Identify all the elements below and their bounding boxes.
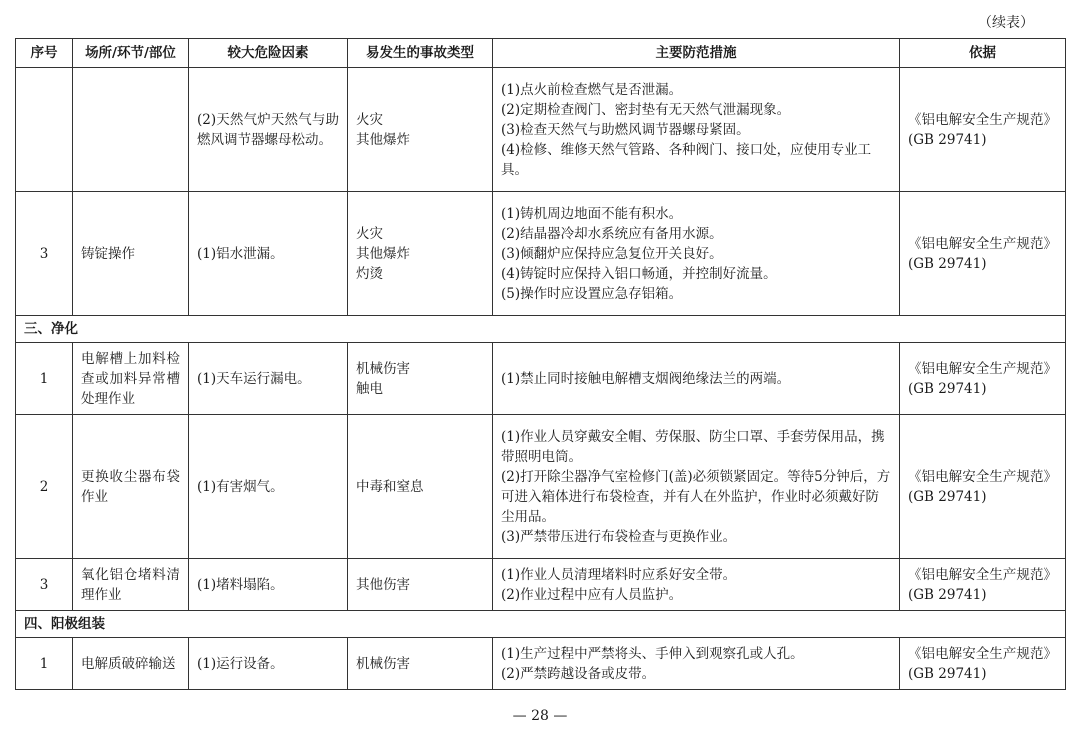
cell-measures [493,559,900,611]
cell-basis: 《铝电解安全生产规范》(GB 29741) [900,68,1066,192]
accident-type: 触电 [356,380,383,397]
measure-item: (2)打开除尘器净气室检修门(盖)必须锁紧固定。等待5分钟后，方可进入箱体进行布袋检查，并有人在外监护，作业时必须戴好防尘用品。 [501,468,891,525]
cell-no [16,68,73,192]
cell-place: 铸锭操作 [73,192,189,316]
cell-place [73,68,189,192]
cell-basis: 《铝电解安全生产规范》(GB 29741) [900,559,1066,611]
accident-type: 火灾 [356,225,383,242]
accident-type: 火灾 [356,111,383,128]
table-row [16,415,1066,559]
accident-type: 其他爆炸 [356,131,410,148]
cell-place: 更换收尘器布袋作业 [73,415,189,559]
cell-basis: 《铝电解安全生产规范》(GB 29741) [900,638,1066,690]
cell-measures [493,343,900,415]
measure-item: (3)严禁带压进行布袋检查与更换作业。 [501,528,737,545]
cell-no: 1 [16,638,73,690]
header-place: 场所/环节/部位 [73,39,189,68]
measure-item: (3)检查天然气与助燃风调节器螺母紧固。 [501,121,750,138]
cell-no: 3 [16,192,73,316]
cell-no: 1 [16,343,73,415]
cell-basis: 《铝电解安全生产规范》(GB 29741) [900,192,1066,316]
accident-type: 灼烫 [356,265,383,282]
cell-basis: 《铝电解安全生产规范》(GB 29741) [900,415,1066,559]
measure-item: (2)结晶器冷却水系统应有备用水源。 [501,225,723,242]
measure-item: (1)禁止同时接触电解槽支烟阀绝缘法兰的两端。 [501,370,791,387]
header-measures: 主要防范措施 [493,39,900,68]
cell-accident [348,559,493,611]
continued-label: （续表） [978,15,1034,31]
cell-no: 3 [16,559,73,611]
section-row [16,316,1066,343]
measure-item: (1)生产过程中严禁将头、手伸入到观察孔或人孔。 [501,645,804,662]
cell-measures [493,192,900,316]
page-number: — 28 — [512,708,568,724]
table-row [16,343,1066,415]
cell-accident [348,68,493,192]
cell-basis: 《铝电解安全生产规范》(GB 29741) [900,343,1066,415]
cell-place: 电解槽上加料检查或加料异常槽处理作业 [73,343,189,415]
measure-item: (1)铸机周边地面不能有积水。 [501,205,683,222]
measure-item: (5)操作时应设置应急存铝箱。 [501,285,683,302]
cell-measures [493,638,900,690]
section-row [16,611,1066,638]
cell-accident [348,192,493,316]
accident-type: 机械伤害 [356,655,410,672]
table-row [16,638,1066,690]
cell-accident [348,415,493,559]
header-no: 序号 [16,39,73,68]
accident-type: 机械伤害 [356,360,410,377]
measure-item: (3)倾翻炉应保持应急复位开关良好。 [501,245,723,262]
measure-item: (4)铸锭时应保持入铝口畅通，并控制好流量。 [501,265,777,282]
hazard-table [15,38,1066,690]
header-accident: 易发生的事故类型 [348,39,493,68]
cell-hazard: (1)铝水泄漏。 [189,192,348,316]
cell-measures [493,68,900,192]
table-row [16,559,1066,611]
header-row [16,39,1066,68]
table-row [16,68,1066,192]
section-title: 三、净化 [16,316,1066,343]
cell-hazard: (1)有害烟气。 [189,415,348,559]
measure-item: (1)作业人员清理堵料时应系好安全带。 [501,566,737,583]
cell-accident [348,343,493,415]
cell-no: 2 [16,415,73,559]
accident-type: 其他爆炸 [356,245,410,262]
header-hazard: 较大危险因素 [189,39,348,68]
cell-place: 氧化铝仓堵料清理作业 [73,559,189,611]
cell-measures [493,415,900,559]
measure-item: (1)作业人员穿戴安全帽、劳保服、防尘口罩、手套劳保用品，携带照明电筒。 [501,428,885,465]
measure-item: (2)定期检查阀门、密封垫有无天然气泄漏现象。 [501,101,791,118]
cell-hazard: (1)运行设备。 [189,638,348,690]
measure-item: (2)作业过程中应有人员监护。 [501,586,683,603]
cell-hazard: (1)天车运行漏电。 [189,343,348,415]
accident-type: 其他伤害 [356,576,410,593]
accident-type: 中毒和窒息 [356,478,424,495]
table-row [16,192,1066,316]
section-title: 四、阳极组装 [16,611,1066,638]
cell-hazard: (2)天然气炉天然气与助燃风调节器螺母松动。 [189,68,348,192]
cell-hazard: (1)堵料塌陷。 [189,559,348,611]
measure-item: (4)检修、维修天然气管路、各种阀门、接口处，应使用专业工具。 [501,141,872,178]
cell-accident [348,638,493,690]
measure-item: (2)严禁跨越设备或皮带。 [501,665,656,682]
measure-item: (1)点火前检查燃气是否泄漏。 [501,81,683,98]
cell-place: 电解质破碎输送 [73,638,189,690]
header-basis: 依据 [900,39,1066,68]
